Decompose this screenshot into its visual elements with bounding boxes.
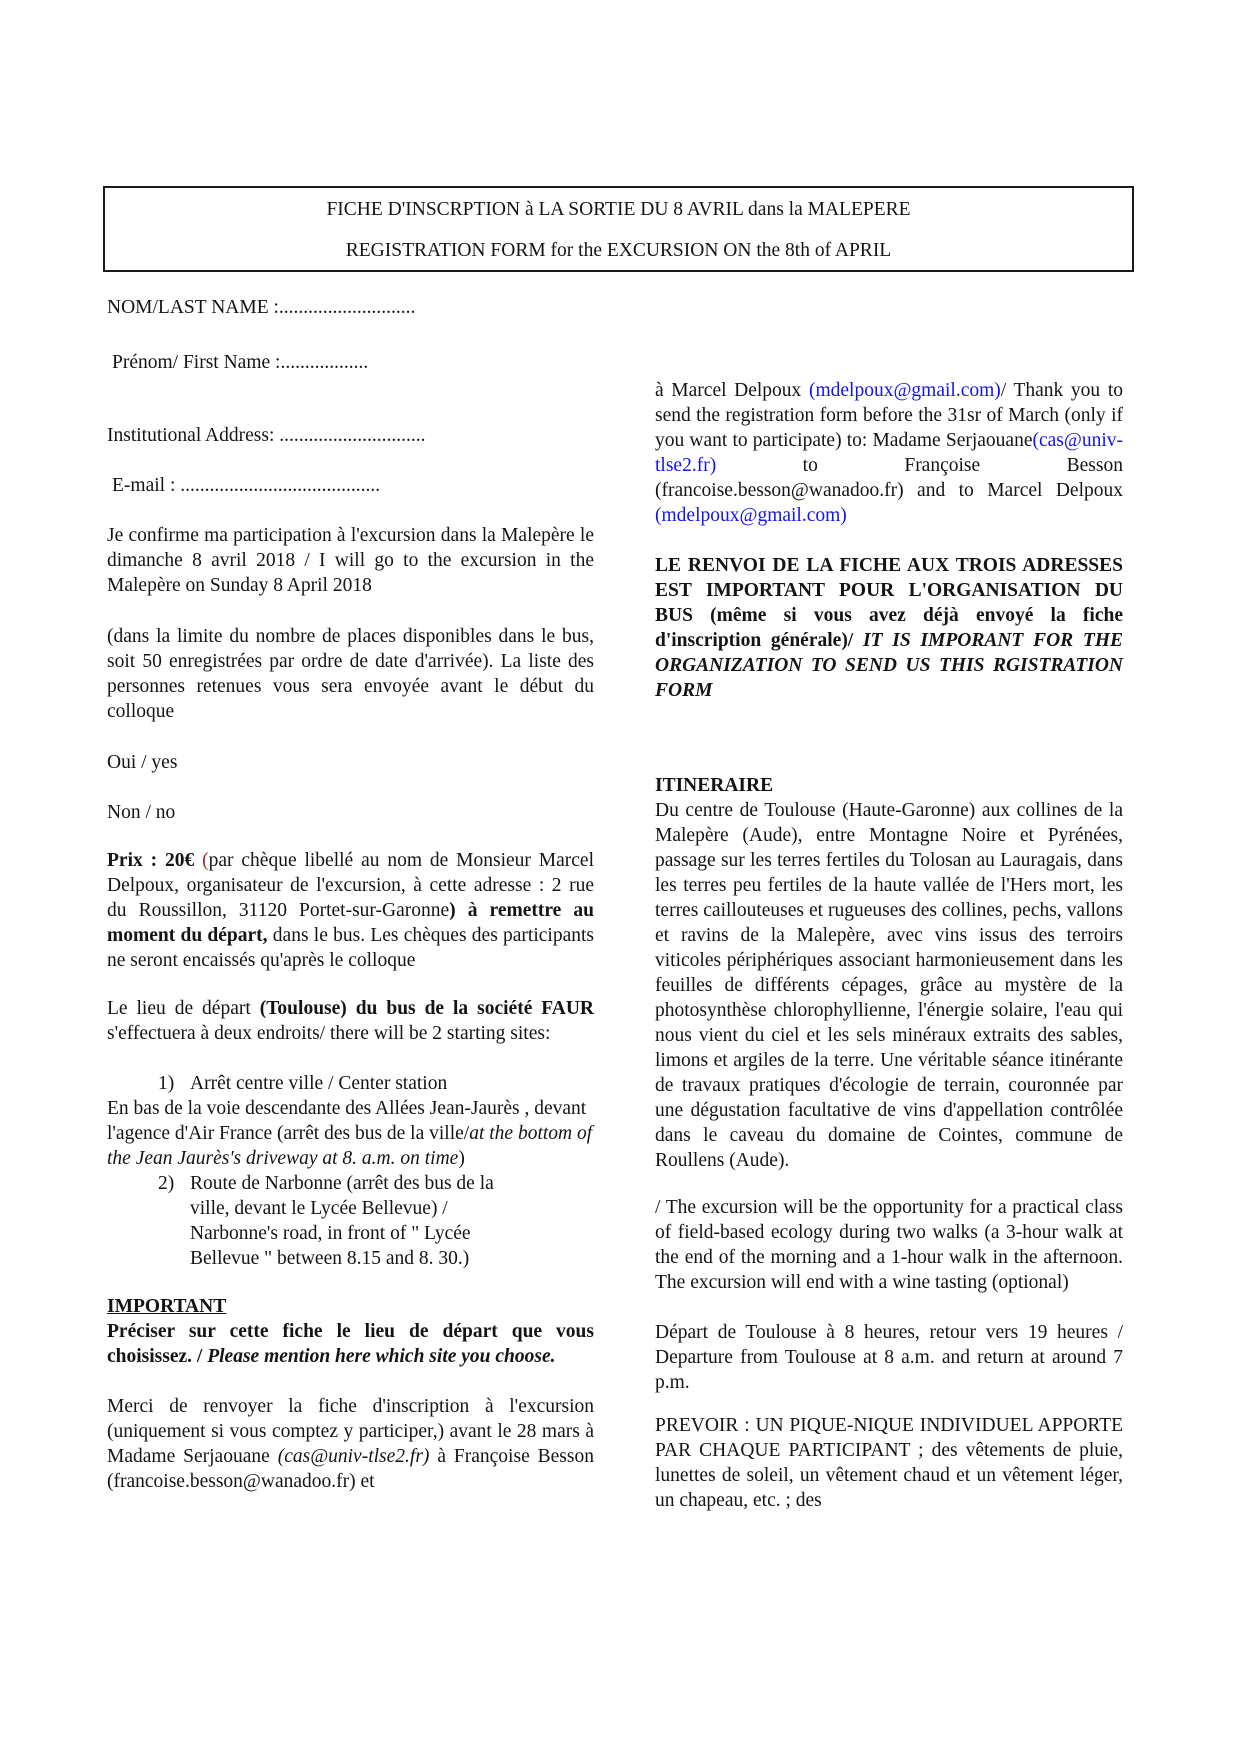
departure-bold: (Toulouse) du bus de la société FAUR — [259, 998, 594, 1019]
cas-email-link[interactable]: (cas@univ-tlse2.fr) — [655, 430, 1123, 476]
prevoir-paragraph: PREVOIR : UN PIQUE-NIQUE INDIVIDUEL APPORTE PAR CHAQUE PARTICIPANT ; des vêtements de pluie, lunettes de soleil, un vêtement chaud et un vêtement léger, un chapeau, etc. ; des — [655, 1415, 1123, 1511]
last-name-field[interactable]: NOM/LAST NAME :............................ — [107, 297, 416, 318]
bus-organization-notice — [655, 553, 1123, 703]
pickup-option-2-label: Route de Narbonne (arrêt des bus de la ville, devant le Lycée Bellevue) / Narbonne's road, in front of " Lycée Bellevue " between 8.15 and 8. 30.) — [190, 1173, 494, 1269]
excursion-description-en: / The excursion will be the opportunity for a practical class of field-based ecology during two walks (a 3-hour walk at the end of the morning and a 1-hour walk in the afternoon. The excursion will end with a wine tasting (optional) — [655, 1197, 1123, 1293]
left-column — [107, 295, 594, 1494]
send-right-text-2: / Thank you to send the registration form before the 31sr of March (only if you want to participate) to: Madame Serjaouane — [655, 380, 1123, 451]
bus-notice-en-bold-italic: IT IS IMPORANT FOR THE ORGANIZATION TO SEND US THIS RGISTRATION FORM — [655, 630, 1123, 701]
red-parenthesis: ( — [202, 850, 209, 871]
confirm-participation-paragraph: Je confirme ma participation à l'excursion dans la Malepère le dimanche 8 avril 2018 / I will go to the excursion in the Malepère on Sunday 8 April 2018 — [107, 525, 594, 596]
bus-notice-fr-bold: LE RENVOI DE LA FICHE AUX TROIS ADRESSES EST IMPORTANT POUR L'ORGANISATION DU BUS (même si vous avez déjà envoyé la fiche d'inscription générale)/ — [655, 555, 1123, 651]
list-number-1: 1) — [158, 1073, 175, 1094]
price-paragraph — [107, 848, 594, 973]
price-label: Prix : 20€ — [107, 850, 203, 871]
send-right-text-1: à Marcel Delpoux — [655, 380, 809, 401]
no-option[interactable]: Non / no — [107, 802, 176, 823]
itinerary-paragraph: Du centre de Toulouse (Haute-Garonne) aux collines de la Malepère (Aude), entre Montagne Noire et Pyrénées, passage sur les terres fertiles du Tolosan au Lauragais, dans les terres peu fertiles de la haute vallée de l'Hers mort, les terres caillouteuses et rugueuses des collines, pechs, vallons et ravins de la Malepère, avec vins issus des terroirs viticoles périphériques associant harmonieusement dans les feuilles de différents cépages, grâce au mystère de la photosynthèse chlorophyllienne, l'énergie solaire, l'eau qui nous vient du ciel et les sels minéraux extraits des sables, limons et argiles de la terre. Une véritable séance itinérante de travaux pratiques d'écologie de terrain, couronnée par une dégustation facultative de vins d'appellation contrôlée dans le caveau du domaine de Cointes, commune de Roullens (Aude). — [655, 800, 1123, 1171]
departure-intro: Le lieu de départ — [107, 998, 260, 1019]
send-left-text-end: à Françoise Besson (francoise.besson@wanadoo.fr) et — [107, 1446, 594, 1492]
send-instructions-right — [655, 378, 1123, 528]
institutional-address-field[interactable]: Institutional Address: .............................. — [107, 425, 426, 446]
pickup-1-detail-fr: En bas de la voie descendante des Allées Jean-Jaurès , devant l'agence d'Air France (arrêt des bus de la ville/ — [107, 1098, 587, 1144]
pickup-1-detail-en-italic: at the bottom of the Jean Jaurès's driveway at 8. a.m. on time — [107, 1123, 593, 1169]
important-note-en-italic: Please mention here which site you choose. — [207, 1346, 556, 1367]
email-field[interactable]: E-mail : ......................................... — [112, 475, 381, 496]
pickup-option-1-label: Arrêt centre ville / Center station — [190, 1073, 448, 1094]
form-title-fr: FICHE D'INSCRPTION à LA SORTIE DU 8 AVRIL dans la MALEPERE — [326, 199, 911, 220]
pickup-option-1 — [107, 1071, 594, 1096]
pickup-1-detail-close: ) — [458, 1148, 465, 1169]
first-name-field[interactable]: Prénom/ First Name :.................. — [112, 352, 369, 373]
yes-option[interactable]: Oui / yes — [107, 752, 178, 773]
capacity-note-paragraph: (dans la limite du nombre de places disponibles dans le bus, soit 50 enregistrées par ordre de date d'arrivée). La liste des personnes retenues vous sera envoyée avant le début du colloque — [107, 626, 594, 722]
important-note-paragraph — [107, 1319, 594, 1369]
form-title-en: REGISTRATION FORM for the EXCURSION ON the 8th of APRIL — [345, 240, 892, 261]
title-box — [103, 186, 1134, 272]
important-note-fr: Préciser sur cette fiche le lieu de départ que vous choisissez. / — [107, 1321, 594, 1367]
departure-location-paragraph — [107, 996, 594, 1046]
itinerary-heading: ITINERAIRE — [655, 775, 774, 796]
price-details-end: dans le bus. Les chèques des participants ne seront encaissés qu'après le colloque — [107, 925, 594, 971]
important-heading: IMPORTANT — [107, 1296, 227, 1317]
price-handover-bold: ) à remettre au moment du départ, — [107, 900, 594, 946]
send-instructions-left — [107, 1394, 594, 1494]
cas-email-italic: (cas@univ-tlse2.fr) — [277, 1446, 430, 1467]
send-left-text: Merci de renvoyer la fiche d'inscription à l'excursion (uniquement si vous comptez y participer,) avant le 28 mars à Madame Serjaouane — [107, 1396, 594, 1467]
list-number-2: 2) — [158, 1173, 175, 1194]
price-details: par chèque libellé au nom de Monsieur Marcel Delpoux, organisateur de l'excursion, à cette adresse : 2 rue du Roussillon, 31120 Portet-sur-Garonne — [107, 850, 595, 921]
right-column — [655, 378, 1123, 1513]
departure-times-paragraph: Départ de Toulouse à 8 heures, retour vers 19 heures / Departure from Toulouse at 8 a.m. and return at around 7 p.m. — [655, 1322, 1123, 1393]
mdelpoux-email-link-1[interactable]: (mdelpoux@gmail.com) — [808, 380, 1001, 401]
pickup-option-2 — [107, 1171, 520, 1271]
mdelpoux-email-link-2[interactable]: (mdelpoux@gmail.com) — [655, 505, 847, 526]
send-right-text-3: to Françoise Besson (francoise.besson@wanadoo.fr) and to Marcel Delpoux — [655, 455, 1123, 501]
pickup-option-1-details — [107, 1096, 594, 1171]
departure-end: s'effectuera à deux endroits/ there will be 2 starting sites: — [107, 1023, 551, 1044]
